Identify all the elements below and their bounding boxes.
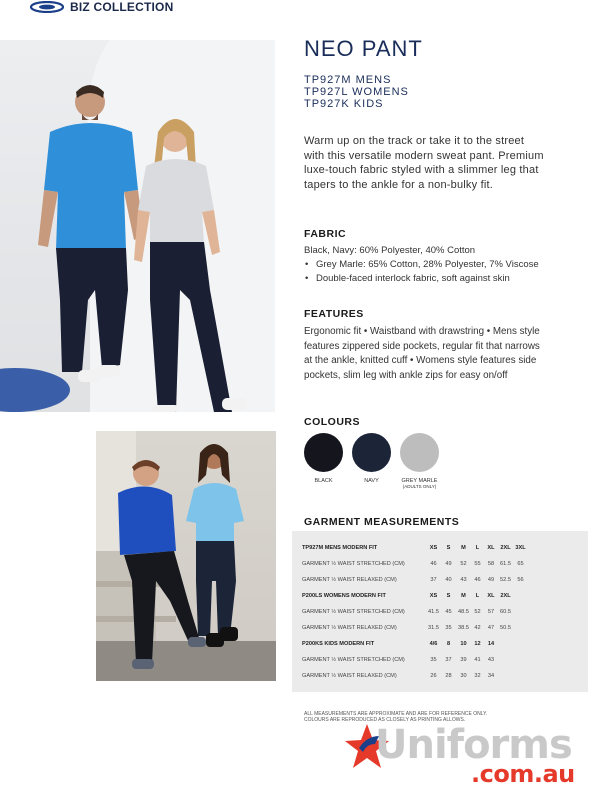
measure-value-cell: 46: [474, 577, 481, 583]
watermark-main: Uniforms: [375, 722, 572, 768]
swatch-colour-dot: [400, 433, 439, 472]
measure-row: [302, 623, 586, 633]
measure-value-cell: 52: [460, 561, 467, 567]
measure-row: [302, 559, 586, 569]
fabric-bullet: • Grey Marle: 65% Cotton, 28% Polyester, 7% Viscose: [304, 258, 564, 272]
measure-value-cell: 55: [474, 561, 481, 567]
fabric-bullet: • Double-faced interlock fabric, soft against skin: [304, 272, 564, 286]
measure-row-label: GARMENT ½ WAIST RELAXED (CM): [302, 673, 397, 679]
disclaimer-line: ALL MEASUREMENTS ARE APPROXIMATE AND ARE FOR REFERENCE ONLY.: [304, 711, 488, 717]
size-headers: [426, 641, 498, 647]
size-header-cell: M: [461, 545, 466, 551]
measure-value-cell: 60.5: [500, 609, 511, 615]
measure-value-cell: 49: [487, 577, 495, 583]
size-header-cell: 8: [446, 641, 451, 647]
size-headers: [426, 545, 528, 551]
measure-value-cell: 41.5: [428, 609, 439, 615]
swatch-colour-dot: [304, 433, 343, 472]
code-kids: TP927K KIDS: [304, 98, 384, 110]
size-headers: [426, 593, 513, 599]
measure-value-cell: 32: [474, 673, 481, 679]
measure-value-cell: 56: [517, 577, 524, 583]
measure-table-title: P200LS WOMENS MODERN FIT: [302, 593, 386, 599]
product-description: Warm up on the track or take it to the street with this versatile modern sweat pant. Premium luxe-touch fabric styled with a slimmer leg that tapers to the ankle for a non-bulky fit.: [304, 135, 544, 191]
measure-row-label: GARMENT ½ WAIST STRETCHED (CM): [302, 609, 405, 615]
size-header-cell: 14: [487, 641, 495, 647]
measure-values: [426, 561, 528, 567]
measure-row: [302, 575, 586, 585]
code-mens: TP927M MENS: [304, 74, 392, 86]
measure-values: [426, 673, 498, 679]
measure-value-cell: 39: [460, 657, 467, 663]
measure-table-header: [302, 591, 586, 601]
size-header-cell: XS: [429, 593, 438, 599]
measure-value-cell: 35: [445, 625, 452, 631]
measure-row-label: GARMENT ½ WAIST STRETCHED (CM): [302, 561, 405, 567]
measure-value-cell: 43: [487, 657, 495, 663]
swatch-label: NAVY: [364, 478, 379, 484]
measure-values: [426, 657, 498, 663]
measure-table-header: [302, 639, 586, 649]
measure-value-cell: 52.5: [500, 577, 511, 583]
brand-name: BIZ COLLECTION: [70, 0, 174, 14]
measure-row: [302, 671, 586, 681]
swatch-note: (ADULTS ONLY): [402, 484, 437, 489]
size-header-cell: S: [446, 593, 451, 599]
swatch-label: GREY MARLE: [401, 478, 438, 484]
colour-swatch-navy: [352, 433, 391, 489]
adults-photo-illustration: [0, 40, 275, 412]
measure-value-cell: 38.5: [458, 625, 469, 631]
colour-swatch-black: [304, 433, 343, 489]
measure-value-cell: 30: [460, 673, 467, 679]
fabric-details: [304, 244, 564, 286]
measure-value-cell: 61.5: [500, 561, 511, 567]
measure-value-cell: 37: [430, 577, 437, 583]
measure-row: [302, 607, 586, 617]
swatch-label: BLACK: [314, 478, 333, 484]
watermark-sub: .com.au: [471, 760, 575, 788]
measure-row-label: GARMENT ½ WAIST RELAXED (CM): [302, 577, 397, 583]
colours-heading: COLOURS: [304, 416, 360, 428]
size-header-cell: XL: [487, 545, 495, 551]
size-header-cell: 10: [460, 641, 467, 647]
measure-table-title: P200KS KIDS MODERN FIT: [302, 641, 375, 647]
measure-value-cell: 45: [445, 609, 452, 615]
kids-product-photo: [96, 431, 276, 681]
code-womens: TP927L WOMENS: [304, 86, 409, 98]
size-header-cell: XL: [487, 593, 495, 599]
measure-value-cell: 57: [487, 609, 495, 615]
product-title: NEO PANT: [304, 36, 423, 61]
brand-logo: [30, 0, 173, 14]
measure-value-cell: 47: [487, 625, 495, 631]
measure-value-cell: 28: [445, 673, 452, 679]
colour-swatches: [304, 433, 439, 489]
size-header-cell: 4/6: [429, 641, 438, 647]
measure-values: [426, 577, 528, 583]
adults-product-photo: [0, 40, 275, 412]
measure-values: [426, 609, 513, 615]
measure-value-cell: 58: [487, 561, 495, 567]
measurements-heading: GARMENT MEASUREMENTS: [304, 516, 460, 528]
size-header-cell: 12: [474, 641, 481, 647]
fabric-heading: FABRIC: [304, 228, 347, 240]
size-header-cell: M: [461, 593, 466, 599]
measure-value-cell: 41: [474, 657, 481, 663]
size-header-cell: L: [475, 545, 480, 551]
fabric-line: Black, Navy: 60% Polyester, 40% Cotton: [304, 245, 476, 256]
features-heading: FEATURES: [304, 308, 364, 320]
measure-table-header: [302, 543, 586, 553]
measure-value-cell: 49: [445, 561, 452, 567]
disclaimer-line: COLOURS ARE REPRODUCED AS CLOSELY AS PRINTING ALLOWS.: [304, 717, 466, 723]
measure-value-cell: 26: [430, 673, 437, 679]
size-header-cell: S: [446, 545, 451, 551]
size-header-cell: 2XL: [500, 545, 511, 551]
measure-value-cell: 48.5: [458, 609, 469, 615]
measure-value-cell: 34: [487, 673, 495, 679]
features-text: Ergonomic fit • Waistband with drawstring • Mens style features zippered side pockets, regular fit that narrows at the ankle, knitted cuff • Womens style features side pockets, slim leg with ankle zips for easy on/off: [304, 326, 540, 381]
measure-row-label: GARMENT ½ WAIST STRETCHED (CM): [302, 657, 405, 663]
measure-value-cell: 37: [445, 657, 452, 663]
size-header-cell: L: [475, 593, 480, 599]
measure-value-cell: 31.5: [428, 625, 439, 631]
measure-values: [426, 625, 513, 631]
size-header-cell: 2XL: [500, 593, 511, 599]
colour-swatch-grey-marle: [400, 433, 439, 489]
swoosh-logo-icon: [30, 1, 64, 13]
measure-value-cell: 52: [474, 609, 481, 615]
measurements-table: [292, 531, 588, 692]
measure-table-title: TP927M MENS MODERN FIT: [302, 545, 378, 551]
product-codes: [304, 74, 409, 110]
swatch-colour-dot: [352, 433, 391, 472]
size-header-cell: XS: [429, 545, 438, 551]
measure-value-cell: 43: [460, 577, 467, 583]
measure-value-cell: 42: [474, 625, 481, 631]
measure-row-label: GARMENT ½ WAIST RELAXED (CM): [302, 625, 397, 631]
measure-value-cell: 46: [430, 561, 437, 567]
size-header-cell: 3XL: [515, 545, 526, 551]
uniforms-watermark: [345, 720, 600, 790]
measure-value-cell: 35: [430, 657, 437, 663]
kids-photo-illustration: [96, 431, 276, 681]
measure-row: [302, 655, 586, 665]
measure-value-cell: 40: [445, 577, 452, 583]
measure-value-cell: 50.5: [500, 625, 511, 631]
measure-value-cell: 65: [517, 561, 524, 567]
